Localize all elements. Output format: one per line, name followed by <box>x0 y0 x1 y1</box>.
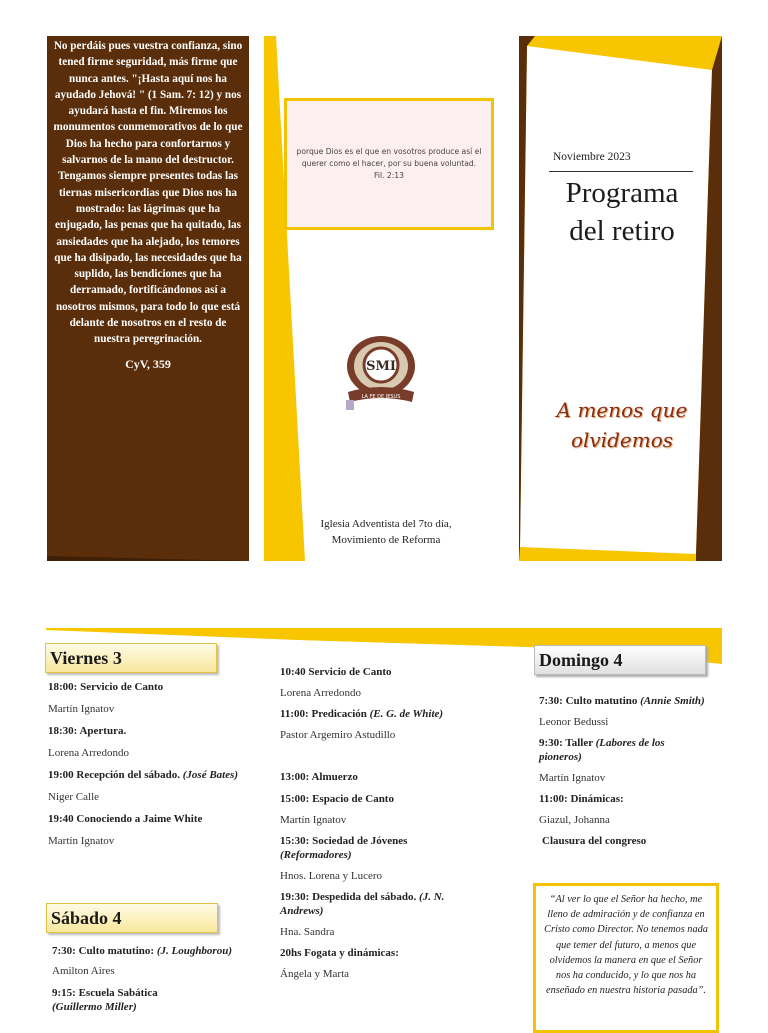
schedule-item-title: 9:15: Escuela Sabática (Guillermo Miller) <box>52 987 158 1013</box>
verse-box <box>284 98 494 230</box>
schedule-sabado-continued <box>280 665 490 981</box>
quote-text: No perdáis pues vuestra confianza, sino tened firme seguridad, más firme que nunca antes. "¡Hasta aquí nos ha ayudado Jehová! " (1 Sam. 7: 12) y nos ayudará hasta el fin. Miremos los monumentos conmemorativos de lo que Dios ha hecho para confortarnos y salvarnos de la mano del destructor. Tengamos siempre presentes todas las tiernas misericordias que Dios nos ha mostrado: las lágrimas que ha enjugado, las penas que ha quitado, las ansiedades que ha alejado, los temores que ha disipado, las necesidades que ha suplido, las bendiciones que ha derramado, fortificándonos así a nosotros mismos, para todo lo que está delante de nosotros en el resto de nuestra peregrinación. <box>53 40 243 346</box>
quote-reference: CyV, 359 <box>125 356 171 371</box>
church-logo <box>342 332 420 414</box>
schedule-item-person: Martín Ignatov <box>48 703 115 715</box>
schedule-item-title: 15:00: Espacio de Canto <box>280 793 394 805</box>
event-date: Noviembre 2023 <box>553 151 631 163</box>
schedule-sabado <box>52 944 232 1014</box>
schedule-item-note: (Labores de los pioneros) <box>539 737 665 763</box>
schedule-item-person: Martín Ignatov <box>48 835 115 847</box>
schedule-item-person: Niger Calle <box>48 791 100 803</box>
schedule-item-person: Giazul, Johanna <box>539 814 610 826</box>
schedule-item-person: Pastor Argemiro Astudillo <box>280 729 396 741</box>
cover-title: Programa del retiro <box>565 177 679 247</box>
schedule-item-person: Hnos. Lorena y Lucero <box>280 870 383 882</box>
schedule-item-title: 20hs Fogata y dinámicas: <box>280 947 399 959</box>
schedule-item-person: Leonor Bedussi <box>539 716 609 728</box>
schedule-item-note: (J. Loughborou) <box>156 945 232 957</box>
schedule-item-title: 11:00: Dinámicas: <box>539 793 624 805</box>
schedule-item-person: Martín Ignatov <box>539 772 606 784</box>
verse-text: porque Dios es el que en vosotros produce así el querer como el hacer, por su buena voluntad. <box>296 147 482 168</box>
church-name: Iglesia Adventista del 7to día, Movimiento de Reforma <box>320 518 452 546</box>
schedule-item-title: 7:30: Culto matutino: (J. Loughborou) <box>52 945 232 957</box>
date-divider <box>549 171 693 172</box>
schedule-item-title: 13:00: Almuerzo <box>280 771 358 783</box>
schedule-item-person: Ángela y Marta <box>280 968 350 980</box>
schedule-item-note: (E. G. de White) <box>369 708 444 720</box>
schedule-item-title: 9:30: Taller (Labores de los pioneros) <box>539 737 665 763</box>
schedule-item-person: Martín Ignatov <box>280 814 347 826</box>
schedule-item-person: Lorena Arredondo <box>280 687 361 699</box>
schedule-item-title: 18:00: Servicio de Canto <box>48 681 164 693</box>
logo-banner: LA FE DE JESUS <box>361 394 401 400</box>
closing-label: Clausura del congreso <box>542 835 647 847</box>
schedule-item-person: Hna. Sandra <box>280 926 335 938</box>
schedule-item-title: 11:00: Predicación (E. G. de White) <box>280 708 444 720</box>
day-header-sabado: Sábado 4 <box>46 903 218 933</box>
schedule-item-note: (José Bates) <box>182 769 239 781</box>
schedule-item-title: 18:30: Apertura. <box>48 725 127 737</box>
day-header-domingo: Domingo 4 <box>534 645 706 675</box>
schedule-item-title: 10:40 Servicio de Canto <box>280 666 392 678</box>
schedule-item-note: (Reformadores) <box>280 849 352 861</box>
schedule-item-note: (Annie Smith) <box>640 695 705 707</box>
day-header-viernes: Viernes 3 <box>45 643 217 673</box>
schedule-item-title: 7:30: Culto matutino (Annie Smith) <box>539 695 705 707</box>
schedule-item-title: 19:30: Despedida del sábado. (J. N. Andrews) <box>280 891 445 917</box>
cover-subtitle: A menos que olvidemos <box>556 398 688 452</box>
schedule-item-title: 19:40 Conociendo a Jaime White <box>48 813 203 825</box>
quote-panel <box>52 38 244 372</box>
schedule-item-note: (Guillermo Miller) <box>52 1001 137 1013</box>
verse-reference: Fil. 2:13 <box>374 171 404 180</box>
closing-quote: “Al ver lo que el Señor ha hecho, me lleno de admiración y de confianza en Cristo como Director. No tenemos nada que temer del futuro, a menos que olvidemos la manera en que el Señor nos ha conducido, y lo que nos ha enseñado en nuestra historia pasada”. <box>533 883 719 1033</box>
schedule-item-person: Lorena Arredondo <box>48 747 129 759</box>
schedule-viernes <box>48 680 248 848</box>
schedule-domingo <box>539 694 709 848</box>
schedule-item-person: Amilton Aires <box>52 965 115 977</box>
schedule-item-title: 19:00 Recepción del sábado. (José Bates) <box>48 769 239 781</box>
schedule-item-note: (J. N. Andrews) <box>280 891 445 917</box>
logo-initials: SMI <box>366 359 396 374</box>
schedule-item-title: 15:30: Sociedad de Jóvenes (Reformadores) <box>280 835 408 861</box>
